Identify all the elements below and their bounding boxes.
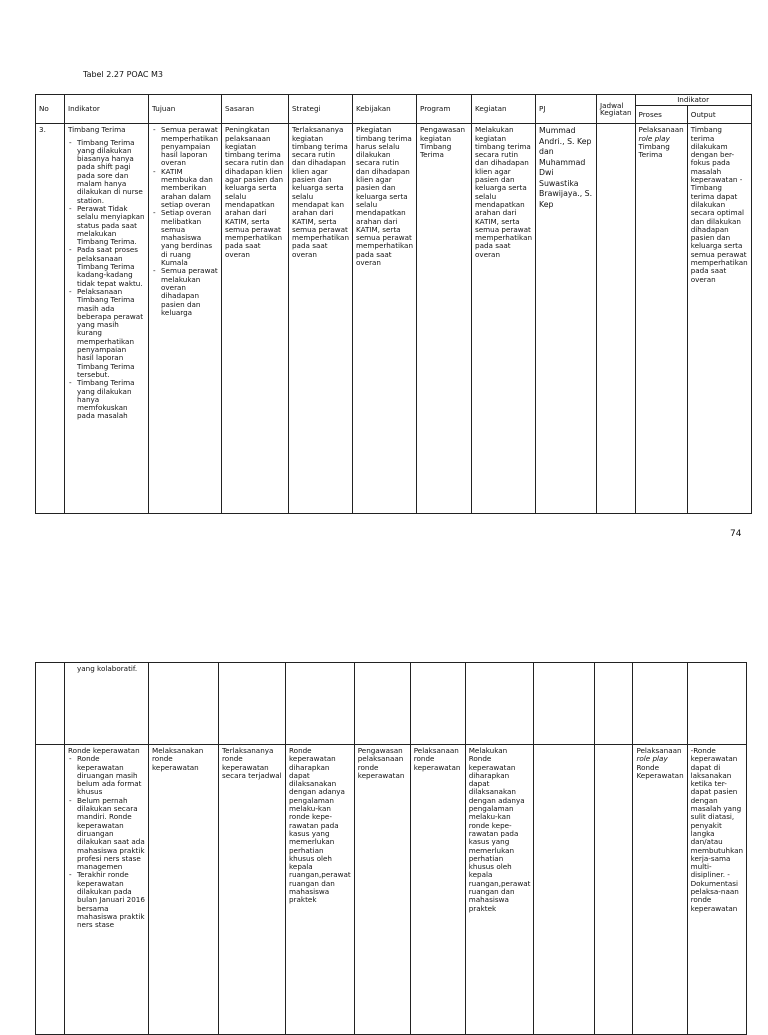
list-item: - Pelaksanaan Timbang Terima masih ada beberapa perawat yang masih kurang memperhatikan penyampaian hasil laporan Timbang Terima tersebut. [77, 288, 145, 379]
cell-pj [534, 745, 595, 1035]
header-sasaran: Sasaran [222, 95, 289, 124]
list-item: - Perawat Tidak selalu menyiapkan status pada saat melakukan Timbang Terima. [77, 205, 145, 246]
header-jadwal: Jadwal Kegiatan [597, 95, 636, 124]
header-row [36, 95, 752, 106]
indikator-title: Timbang Terima [68, 125, 126, 135]
list-item: - Setiap overan melibatkan semua mahasiswa yang berdinas di ruang Kumala [161, 209, 218, 267]
list-item: - Timbang Terima yang dilakukan biasanya hanya pada shift pagi pada sore dan malam hanya dilakukan di nurse station. [77, 139, 145, 205]
tujuan-list [152, 126, 218, 317]
header-pj: PJ [536, 95, 597, 124]
table-row [36, 745, 747, 1035]
cell-pj: Mummad Andri., S. Kep dan Muhammad Dwi Suwastika Brawijaya., S. Kep [536, 124, 597, 514]
cell-output: -Ronde keperawatan dapat di laksanakan ketika ter-dapat pasien dengan masalah yang sulit diatasi, penyakit langka dan/atau membutuhkan kerja-sama multi-disipliner. -Dokumentasi pelaksa-naan ronde keperawatan [687, 745, 746, 1035]
list-item: - Terakhir ronde keperawatan dilakukan pada bulan Januari 2016 bersama mahasiswa praktik ners stase [77, 871, 145, 929]
cell-indikator [65, 124, 149, 514]
cell-proses: Pelaksanaan role play Timbang Terima [635, 124, 687, 514]
table-caption: Tabel 2.27 POAC M3 [83, 70, 164, 79]
list-item: - Semua perawat melakukan overan dihadapan pasien dan keluarga [161, 267, 218, 317]
list-item: - Ronde keperawatan diruangan masih belum ada format khusus [77, 755, 145, 796]
list-item: - Semua perawat memperhatikan penyampaian hasil laporan overan [161, 126, 218, 167]
cell-no [36, 745, 65, 1035]
header-indikator-group: Indikator [635, 95, 751, 106]
page-number: 74 [730, 529, 742, 539]
cell-output: Timbang terima dilakukam dengan ber-fokus pada masalah keperawatan -Timbang terima dapat dilakukan secara optimal dan dilakukan dihadapan pasien dan keluarga serta semua perawat memperhatikan pada saat overan [687, 124, 751, 514]
list-item: - KATIM membuka dan memberikan arahan dalam setiap overan [161, 168, 218, 209]
header-proses: Proses [635, 106, 687, 124]
cell-kegiatan: Melakukan Ronde keperawatan diharapkan dapat dilaksanakan dengan adanya pengalaman melaku-kan ronde kepe-rawatan pada kasus yang memerlukan perhatian khusus oleh kepala ruangan,perawat ruangan dan mahasiswa praktek [465, 745, 534, 1035]
header-indikator: Indikator [65, 95, 149, 124]
list-item: - Timbang Terima yang dilakukan hanya memfokuskan pada masalah [77, 379, 145, 420]
cell-program: Pengawasan kegiatan Timbang Terima [417, 124, 472, 514]
cell-strategi: Terlaksananya kegiatan timbang terima secara rutin dan dihadapan klien agar pasien dan keluarga serta selalu mendapat kan arahan dari KATIM, serta semua perawat memperhatikan pada saat overan [289, 124, 353, 514]
cell-tujuan: Melaksanakan ronde keperawatan [149, 745, 219, 1035]
header-output: Output [687, 106, 751, 124]
cell-indikator-continued: yang kolaboratif. [65, 663, 149, 745]
header-tujuan: Tujuan [149, 95, 222, 124]
indikator-list [68, 139, 145, 421]
cell-tujuan [149, 124, 222, 514]
indikator-title: Ronde keperawatan [68, 746, 140, 755]
list-item: - Belum pernah dilakukan secara mandiri. Ronde keperawatan diruangan dilakukan saat ada mahasiswa praktik profesi ners stase managemen [77, 797, 145, 872]
header-strategi: Strategi [289, 95, 353, 124]
cell-no: 3. [36, 124, 65, 514]
poac-table-part2 [35, 662, 747, 1035]
indikator-list [68, 755, 145, 929]
cell-jadwal [595, 745, 633, 1035]
header-kebijakan: Kebijakan [353, 95, 417, 124]
table-row-continued [36, 663, 747, 745]
cell-proses: Pelaksanaan role play Ronde Keperawatan [633, 745, 687, 1035]
cell-strategi: Ronde keperawatan diharapkan dapat dilaksanakan dengan adanya pengalaman melaku-kan ronde kepe-rawatan pada kasus yang memerlukan perhatian khusus oleh kepala ruangan,perawat ruangan dan mahasiswa praktek [286, 745, 355, 1035]
list-item: - Pada saat proses pelaksanaan Timbang Terima kadang-kadang tidak tepat waktu. [77, 246, 145, 287]
cell-kegiatan: Melakukan kegiatan timbang terima secara rutin dan dihadapan klien agar pasien dan keluarga serta selalu mendapatkan arahan dari KATIM, serta semua perawat memperhatikan pada saat overan [472, 124, 536, 514]
cell-kebijakan: Pengawasan pelaksanaan ronde keperawatan [354, 745, 410, 1035]
cell-kebijakan: Pkegiatan timbang terima harus selalu dilakukan secara rutin dan dihadapan klien agar pasien dan keluarga serta selalu mendapatkan arahan dari KATIM, serta semua perawat memperhatikan pada saat overan [353, 124, 417, 514]
header-kegiatan: Kegiatan [472, 95, 536, 124]
cell-jadwal [597, 124, 636, 514]
table-row [36, 124, 752, 514]
header-program: Program [417, 95, 472, 124]
poac-table-part1 [35, 94, 752, 514]
cell-indikator [65, 745, 149, 1035]
header-no: No [36, 95, 65, 124]
cell-sasaran: Terlaksananya ronde keperawatan secara terjadwal [219, 745, 286, 1035]
cell-sasaran: Peningkatan pelaksanaan kegiatan timbang terima secara rutin dan dihadapan klien agar pasien dan keluarga serta selalu mendapatkan arahan dari KATIM, serta semua perawat memperhatikan pada saat overan [222, 124, 289, 514]
cell-program: Pelaksanaan ronde keperawatan [410, 745, 465, 1035]
